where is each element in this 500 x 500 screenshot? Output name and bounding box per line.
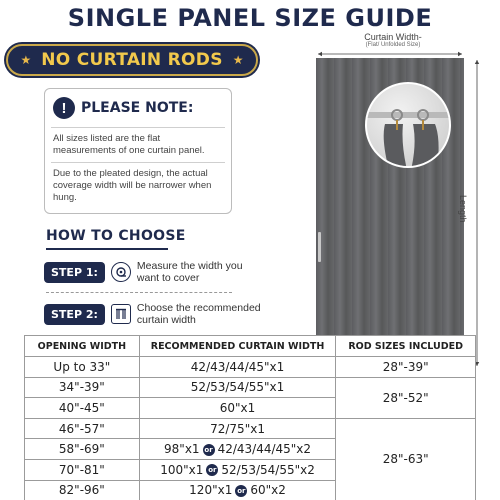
recommended-cell bbox=[139, 459, 336, 480]
length-arrow bbox=[474, 58, 480, 368]
header-opening-width: OPENING WIDTH bbox=[25, 336, 140, 357]
tape-measure-icon bbox=[111, 262, 131, 282]
banner-text: NO CURTAIN RODS bbox=[41, 50, 223, 70]
curtain-pull-handle bbox=[318, 232, 321, 262]
curtain-width-sublabel: (Flat/ Unfolded Size) bbox=[365, 42, 421, 48]
opening-cell: 40"-45" bbox=[25, 398, 140, 419]
opening-cell: 46"-57" bbox=[25, 418, 140, 439]
curtain-width-label: Curtain Width- bbox=[364, 32, 422, 42]
recommended-cell bbox=[139, 480, 336, 500]
rod-cell: 28"-52" bbox=[336, 377, 476, 418]
recommended-option-b: 60"x2 bbox=[250, 483, 286, 498]
step-1-badge: STEP 1: bbox=[44, 262, 105, 283]
note-text-1: All sizes listed are the flat measurements of one curtain panel. bbox=[53, 133, 205, 156]
page-title: SINGLE PANEL SIZE GUIDE bbox=[67, 4, 433, 32]
note-header bbox=[45, 89, 231, 127]
hook-detail-image bbox=[365, 82, 451, 168]
curtain-icon bbox=[111, 304, 131, 324]
or-badge: or bbox=[237, 486, 246, 495]
step-1-text: Measure the width you want to cover bbox=[136, 260, 243, 284]
recommended-option-a: 98"x1 bbox=[164, 442, 200, 457]
length-label: Length bbox=[458, 195, 468, 223]
recommended-option-b: 42/43/44/45"x2 bbox=[217, 442, 312, 457]
step-2-badge: STEP 2: bbox=[44, 304, 105, 325]
note-text-2: Due to the pleated design, the actual coverage width will be narrower when hung. bbox=[53, 168, 212, 203]
opening-cell: 58"-69" bbox=[25, 439, 140, 460]
dashed-divider bbox=[46, 292, 232, 293]
table-row bbox=[25, 377, 476, 398]
star-icon: ★ bbox=[232, 53, 244, 67]
please-note-box bbox=[44, 88, 232, 214]
table-header-row bbox=[25, 336, 476, 357]
opening-cell: 82"-96" bbox=[25, 480, 140, 500]
recommended-cell: 72/75"x1 bbox=[139, 418, 336, 439]
how-to-choose-title: HOW TO CHOOSE bbox=[46, 228, 186, 244]
recommended-option-a: 100"x1 bbox=[160, 462, 204, 477]
header-rod-sizes: ROD SIZES INCLUDED bbox=[336, 336, 476, 357]
note-title: PLEASE NOTE: bbox=[81, 100, 194, 116]
width-arrow bbox=[316, 51, 464, 57]
or-badge: or bbox=[208, 466, 217, 475]
exclamation-icon: ! bbox=[53, 97, 75, 119]
rod-cell: 28"-39" bbox=[336, 357, 476, 378]
opening-cell: 70"-81" bbox=[25, 459, 140, 480]
table-row bbox=[25, 357, 476, 378]
or-badge: or bbox=[204, 445, 213, 454]
opening-cell: Up to 33" bbox=[25, 357, 140, 378]
step-2 bbox=[44, 302, 267, 326]
star-icon: ★ bbox=[20, 53, 32, 67]
rod-cell: 28"-63" bbox=[336, 418, 476, 500]
recommended-cell: 60"x1 bbox=[139, 398, 336, 419]
size-table bbox=[24, 335, 476, 500]
recommended-option-b: 52/53/54/55"x2 bbox=[221, 462, 315, 477]
step-1 bbox=[44, 260, 257, 284]
recommended-cell bbox=[139, 439, 336, 460]
opening-cell: 34"-39" bbox=[25, 377, 140, 398]
recommended-cell: 42/43/44/45"x1 bbox=[139, 357, 336, 378]
table-row bbox=[25, 418, 476, 439]
no-curtain-rods-banner bbox=[6, 44, 258, 76]
header-recommended-width: RECOMMENDED CURTAIN WIDTH bbox=[139, 336, 336, 357]
recommended-cell: 52/53/54/55"x1 bbox=[139, 377, 336, 398]
step-2-text: Choose the recommended curtain width bbox=[136, 302, 261, 326]
title-underline bbox=[46, 248, 168, 250]
recommended-option-a: 120"x1 bbox=[189, 483, 233, 498]
